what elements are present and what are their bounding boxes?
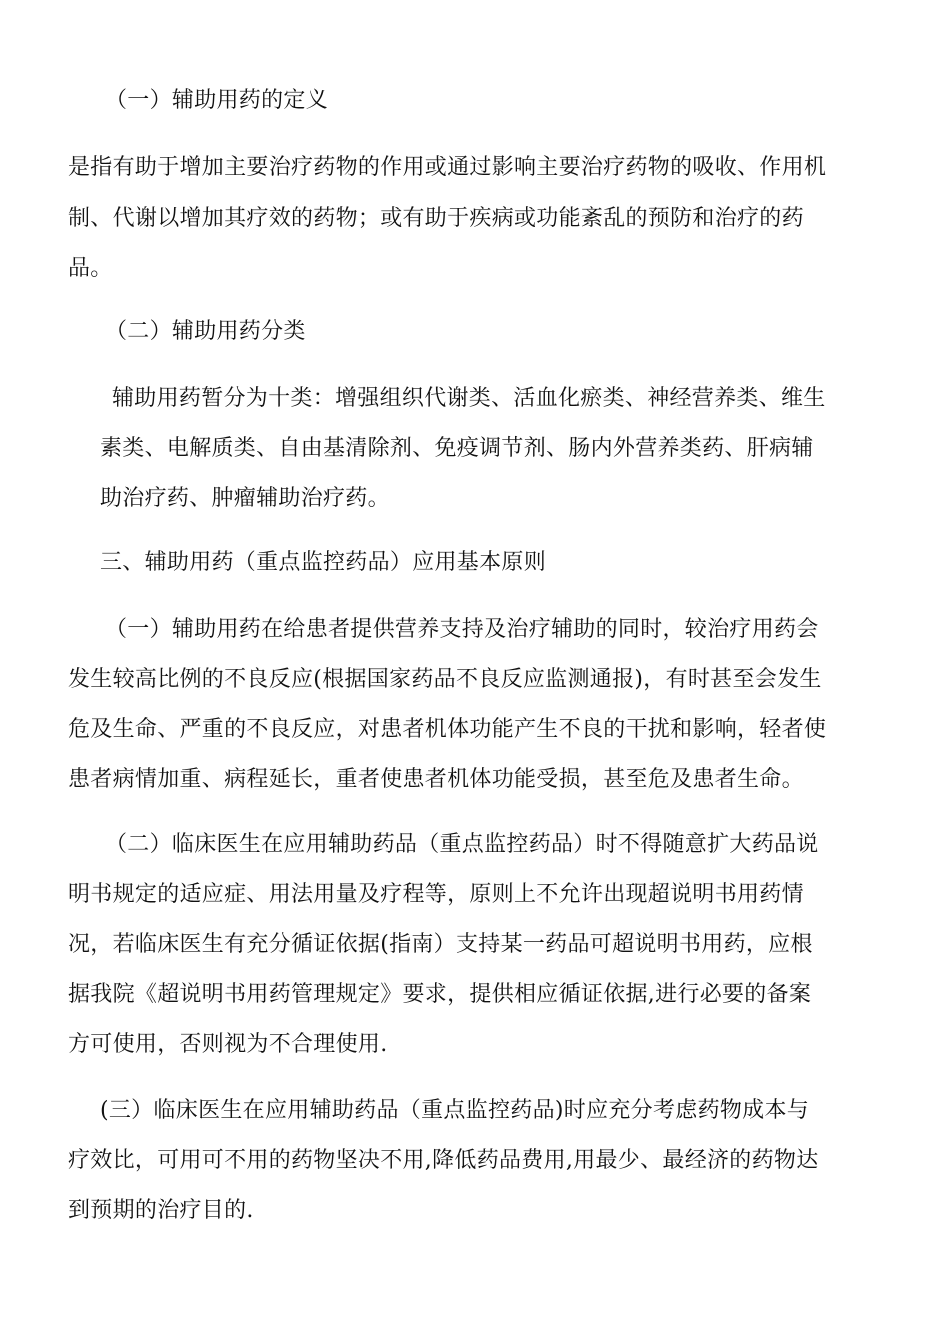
section-heading-principles: 三、辅助用药（重点监控药品）应用基本原则	[100, 550, 547, 575]
paragraph-line: 是指有助于增加主要治疗药物的作用或通过影响主要治疗药物的吸收、作用机	[68, 155, 827, 180]
paragraph-line: 助治疗药、肿瘤辅助治疗药。	[100, 486, 390, 511]
paragraph-line: 况，若临床医生有充分循证依据(指南）支持某一药品可超说明书用药，应根	[68, 932, 813, 957]
paragraph-line: 发生较高比例的不良反应(根据国家药品不良反应监测通报)，有时甚至会发生	[68, 667, 822, 692]
paragraph-line: （二）临床医生在应用辅助药品（重点监控药品）时不得随意扩大药品说	[105, 832, 819, 857]
paragraph-line: 辅助用药暂分为十类：增强组织代谢类、活血化瘀类、神经营养类、维生	[112, 386, 826, 411]
paragraph-line: 品。	[68, 256, 113, 281]
paragraph-line: 方可使用，否则视为不合理使用.	[68, 1032, 388, 1057]
paragraph-line: 患者病情加重、病程延长，重者使患者机体功能受损，甚至危及患者生命。	[68, 767, 804, 792]
paragraph-line: 制、代谢以增加其疗效的药物；或有助于疾病或功能紊乱的预防和治疗的药	[68, 206, 804, 231]
paragraph-line: 到预期的治疗目的.	[68, 1198, 254, 1223]
section-heading-classification: （二）辅助用药分类	[105, 319, 306, 344]
paragraph-line: 明书规定的适应症、用法用量及疗程等，原则上不允许出现超说明书用药情	[68, 882, 804, 907]
paragraph-line: 危及生命、严重的不良反应，对患者机体功能产生不良的干扰和影响，轻者使	[68, 717, 827, 742]
paragraph-line: 疗效比，可用可不用的药物坚决不用,降低药品费用,用最少、最经济的药物达	[68, 1148, 819, 1173]
paragraph-line: 据我院《超说明书用药管理规定》要求，提供相应循证依据,进行必要的备案	[68, 982, 812, 1007]
paragraph-line: （一）辅助用药在给患者提供营养支持及治疗辅助的同时，较治疗用药会	[105, 617, 819, 642]
section-heading-definition: （一）辅助用药的定义	[105, 88, 329, 113]
paragraph-line: 素类、电解质类、自由基清除剂、免疫调节剂、肠内外营养类药、肝病辅	[100, 436, 814, 461]
paragraph-line: (三）临床医生在应用辅助药品（重点监控药品)时应充分考虑药物成本与	[100, 1098, 810, 1123]
